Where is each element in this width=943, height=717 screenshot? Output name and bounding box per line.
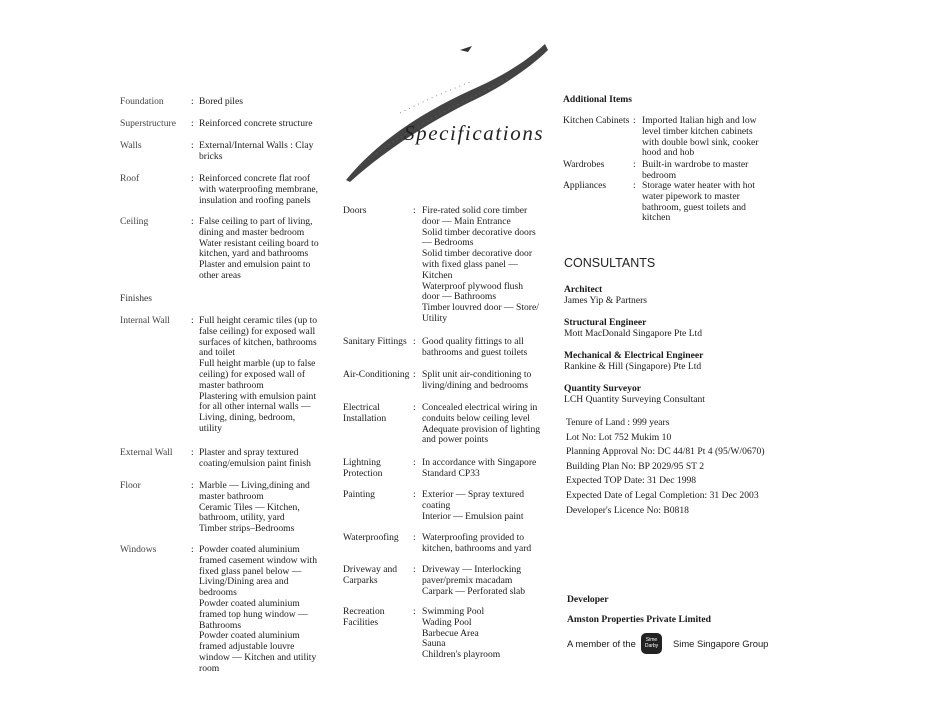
spec-value-line: with double bowl sink, cooker (642, 136, 759, 148)
colon-separator: : (191, 140, 194, 151)
spec-row (343, 370, 531, 392)
spec-value-line: water pipework to master (642, 190, 740, 202)
spec-value (199, 97, 243, 108)
brush-stroke-decoration (340, 38, 555, 188)
spec-value-line: hood and hob (642, 147, 695, 159)
project-info-line: Developer's Licence No: B0818 (566, 504, 689, 516)
spec-value (422, 458, 536, 480)
spec-value-line: and power points (422, 434, 489, 446)
colon-separator: : (413, 489, 416, 500)
spec-value-line: External/Internal Walls : Clay (199, 140, 314, 151)
spec-value-line: Fire-rated solid core timber (422, 205, 528, 216)
project-info-line: Planning Approval No: DC 44/81 Pt 4 (95/W/0670) (566, 446, 765, 458)
spec-value-line: and toilet (199, 347, 235, 359)
spec-value-line: Powder coated aluminium (199, 544, 300, 555)
finishes-heading: Finishes (120, 293, 152, 304)
spec-value-line: Exterior — Spray textured (422, 489, 525, 500)
spec-value-line: with fixed glass panel — (422, 258, 518, 270)
spec-value-line: Ceramic Tiles — Kitchen, (199, 501, 300, 513)
developer-heading: Developer (567, 594, 609, 605)
spec-value (422, 337, 527, 359)
colon-separator: : (413, 532, 416, 543)
spec-row (120, 448, 311, 470)
spec-label: Foundation (120, 96, 164, 107)
spec-value-line: Interior — Emulsion paint (422, 510, 524, 522)
spec-row (120, 545, 317, 675)
spec-value-line: Living/Dining area and (199, 576, 289, 588)
spec-value (199, 141, 313, 163)
spec-value-line: Living, dining, bedroom, (199, 412, 296, 424)
colon-separator: : (633, 159, 636, 170)
spec-value-line: Split unit air-conditioning to (422, 369, 532, 380)
colon-separator: : (633, 115, 636, 126)
spec-value-line: window — Kitchen and utility (199, 651, 317, 663)
spec-row (120, 316, 317, 435)
spec-value (199, 217, 319, 282)
spec-value-line: Concealed electrical wiring in (422, 402, 538, 413)
colon-separator: : (191, 96, 194, 107)
spec-value-line: door — Bathrooms (422, 291, 497, 303)
spec-value-line: Driveway — Interlocking (422, 564, 522, 575)
spec-value-line: Kitchen (422, 269, 453, 281)
spec-row (120, 97, 243, 108)
spec-value-line: kitchen (642, 212, 671, 224)
page-title: Specifications (404, 121, 545, 145)
spec-value-line: bathroom, guest toilets and (642, 201, 746, 213)
consultant-name: Rankine & Hill (Singapore) Pte Ltd (564, 361, 702, 372)
spec-value (422, 607, 500, 661)
spec-value-line: Wading Pool (422, 616, 472, 628)
spec-value (642, 116, 758, 159)
spec-label: Doors (343, 205, 367, 216)
spec-value-line: level timber kitchen cabinets (642, 125, 753, 137)
consultant-role: Quantity Surveyor (564, 383, 642, 394)
spec-value (199, 316, 317, 435)
consultant-name: Mott MacDonald Singapore Pte Ltd (564, 328, 703, 339)
colon-separator: : (413, 606, 416, 617)
sime-darby-logo: Sime Darby (641, 633, 662, 654)
spec-label: Driveway and Carparks (343, 564, 398, 586)
spec-label: Wardrobes (563, 159, 605, 170)
spec-value-line: Waterproof plywood flush (422, 280, 524, 292)
spec-value (199, 448, 311, 470)
spec-value-line: Barbecue Area (422, 627, 479, 639)
colon-separator: : (191, 315, 194, 326)
additional-items-heading: Additional Items (563, 94, 633, 105)
spec-value-line: Swimming Pool (422, 606, 485, 617)
consultants-heading: CONSULTANTS (564, 256, 656, 270)
spec-row (343, 490, 524, 522)
spec-value (422, 490, 524, 522)
colon-separator: : (413, 457, 416, 468)
spec-value-line: Timber louvred door — Store/ (422, 302, 539, 314)
spec-value-line: Plaster and spray textured (199, 447, 299, 458)
spec-value-line: Plastering with emulsion paint (199, 390, 316, 402)
spec-value-line: Solid timber decorative doors (422, 226, 536, 238)
spec-value-line: Utility (422, 312, 448, 324)
spec-label: Walls (120, 140, 142, 151)
spec-value-line: for all other internal walls — (199, 401, 311, 413)
spec-label: Lightning Protection (343, 457, 383, 479)
spec-row (343, 403, 540, 446)
consultant-role: Architect (564, 284, 603, 295)
colon-separator: : (191, 447, 194, 458)
spec-label: Floor (120, 480, 141, 491)
spec-row (343, 206, 539, 325)
spec-value-line: Standard CP33 (422, 467, 480, 479)
spec-value-line: Powder coated aluminium (199, 597, 300, 609)
spec-value-line: framed casement window with (199, 554, 318, 566)
spec-label: Electrical Installation (343, 402, 387, 424)
spec-value-line: In accordance with Singapore (422, 457, 537, 468)
colon-separator: : (191, 216, 194, 227)
spec-value-line: bathroom, utility, yard (199, 512, 285, 524)
colon-separator: : (413, 402, 416, 413)
spec-value-line: Carpark — Perforated slab (422, 585, 526, 597)
spec-row (343, 533, 531, 555)
spec-value-line: Imported Italian high and low (642, 115, 757, 126)
colon-separator: : (191, 544, 194, 555)
spec-value-line: Reinforced concrete flat roof (199, 173, 311, 184)
spec-row (563, 181, 755, 224)
spec-label: Internal Wall (120, 315, 170, 326)
spec-value (422, 370, 531, 392)
consultant-role: Mechanical & Electrical Engineer (564, 350, 704, 361)
spec-value-line: — Bedrooms (422, 237, 474, 249)
spec-row (343, 458, 536, 480)
spec-value-line: Adequate provision of lighting (422, 423, 541, 435)
spec-value (422, 206, 539, 325)
spec-value-line: living/dining and bedrooms (422, 379, 529, 391)
spec-label: Waterproofing (343, 532, 399, 543)
spec-value-line: Marble — Living,dining and (199, 480, 310, 491)
spec-value-line: utility (199, 422, 222, 434)
spec-value-line: Bathrooms (199, 619, 242, 631)
spec-value-line: paver/premix macadam (422, 574, 513, 586)
spec-value-line: bedroom (642, 169, 677, 181)
project-info-line: Building Plan No: BP 2029/95 ST 2 (566, 460, 705, 472)
project-info-line: Expected Date of Legal Completion: 31 Dec 2003 (566, 490, 759, 501)
spec-value-line: coating/emulsion paint finish (199, 457, 311, 469)
spec-row (563, 116, 758, 159)
spec-value-line: Water resistant ceiling board to (199, 237, 319, 249)
consultant-name: LCH Quantity Surveying Consultant (564, 394, 705, 405)
spec-label: Superstructure (120, 118, 176, 129)
spec-label: Sanitary Fittings (343, 336, 407, 347)
spec-value-line: False ceiling to part of living, (199, 216, 313, 227)
spec-row (120, 141, 313, 163)
spec-value-line: Children's playroom (422, 649, 501, 661)
spec-label: Appliances (563, 180, 607, 191)
spec-value-line: conduits below ceiling level (422, 412, 530, 424)
spec-value-line: Waterproofing provided to (422, 532, 525, 543)
spec-value-line: Good quality fittings to all (422, 336, 524, 347)
colon-separator: : (413, 369, 416, 380)
spec-value-line: Full height ceramic tiles (up to (199, 315, 318, 326)
spec-value (199, 545, 317, 675)
spec-value-line: insulation and roofing panels (199, 194, 311, 206)
spec-value-line: framed top hung window — (199, 608, 308, 620)
spec-value-line: bricks (199, 150, 223, 162)
spec-value-line: Powder coated aluminium (199, 630, 300, 642)
spec-value (199, 119, 312, 130)
spec-label: Windows (120, 544, 157, 555)
colon-separator: : (413, 205, 416, 216)
spec-value-line: Timber strips–Bedrooms (199, 523, 295, 535)
spec-label: Ceiling (120, 216, 149, 227)
spec-value-line: kitchen, yard and bathrooms (199, 248, 309, 260)
spec-value-line: Bored piles (199, 96, 243, 107)
colon-separator: : (191, 118, 194, 129)
project-info-line: Tenure of Land : 999 years (566, 417, 670, 428)
spec-label: Recreation Facilities (343, 606, 385, 628)
spec-row (120, 174, 318, 206)
spec-value-line: master bathroom (199, 490, 264, 502)
project-info-line: Expected TOP Date: 31 Dec 1998 (566, 475, 697, 487)
spec-value-line: dining and master bedroom (199, 226, 305, 238)
spec-label: Kitchen Cabinets (563, 115, 630, 126)
spec-value-line: Built-in wardrobe to master (642, 159, 749, 170)
spec-value-line: Reinforced concrete structure (199, 118, 313, 129)
colon-separator: : (191, 480, 194, 491)
spec-value-line: framed adjustable louvre (199, 641, 295, 653)
spec-label: Air-Conditioning (343, 369, 410, 380)
spec-value-line: surfaces of kitchen, bathrooms (199, 336, 317, 348)
spec-label: Roof (120, 173, 140, 184)
colon-separator: : (413, 564, 416, 575)
spec-value-line: Sauna (422, 638, 446, 650)
spec-row (343, 337, 527, 359)
consultant-role: Structural Engineer (564, 317, 647, 328)
spec-value (642, 160, 748, 182)
spec-value (199, 174, 318, 206)
spec-value-line: bedrooms (199, 587, 237, 599)
spec-value-line: room (199, 662, 220, 674)
spec-row (120, 481, 310, 535)
spec-value-line: coating (422, 499, 451, 511)
spec-value-line: false ceiling) for exposed wall (199, 325, 316, 337)
spec-value-line: Solid timber decorative door (422, 248, 533, 260)
spec-value-line: with waterproofing membrane, (199, 183, 319, 195)
spec-value-line: master bathroom (199, 379, 264, 391)
spec-label: External Wall (120, 447, 173, 458)
spec-label: Painting (343, 489, 375, 500)
spec-value-line: kitchen, bathrooms and yard (422, 542, 532, 554)
spec-row (120, 217, 319, 282)
colon-separator: : (191, 173, 194, 184)
spec-value (422, 403, 540, 446)
spec-value-line: Plaster and emulsion paint to (199, 259, 311, 271)
spec-value (642, 181, 755, 224)
spec-value (422, 565, 525, 597)
group-name: Sime Singapore Group (673, 638, 769, 649)
spec-value-line: ceiling) for exposed wall of (199, 368, 306, 380)
colon-separator: : (633, 180, 636, 191)
member-prefix: A member of the (567, 638, 636, 649)
spec-value (422, 533, 531, 555)
spec-row (563, 160, 748, 182)
spec-row (120, 119, 312, 130)
spec-value-line: Full height marble (up to false (199, 358, 316, 370)
project-info-line: Lot No: Lot 752 Mukim 10 (566, 431, 672, 443)
spec-value-line: other areas (199, 269, 241, 281)
spec-value-line: door — Main Entrance (422, 215, 511, 227)
spec-row (343, 607, 500, 661)
consultant-name: James Yip & Partners (564, 295, 648, 306)
developer-name: Amston Properties Private Limited (567, 614, 711, 625)
spec-value-line: Storage water heater with hot (642, 180, 755, 191)
spec-row (343, 565, 525, 597)
spec-value-line: bathrooms and guest toilets (422, 346, 528, 358)
spec-value (199, 481, 310, 535)
spec-value-line: fixed glass panel below — (199, 565, 302, 577)
colon-separator: : (413, 336, 416, 347)
